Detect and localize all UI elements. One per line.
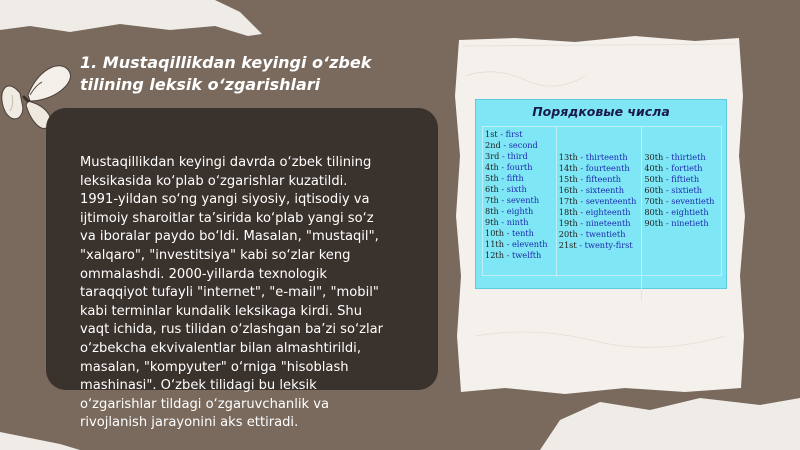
ordinal-number: 15th	[558, 174, 578, 184]
ordinal-word: - third	[501, 151, 528, 161]
ordinal-word: - tenth	[506, 228, 534, 238]
ordinal-word: - fifth	[501, 173, 524, 183]
body-line: o‘zgarishlar tildagi o‘zgaruvchanlik va	[80, 396, 330, 412]
ordinal-number: 5th	[485, 173, 499, 183]
body-line: kabi terminlar kundalik leksikaga kirdi. Shu	[80, 303, 363, 319]
slide-title-line-1: 1. Mustaqillikdan keyingi o‘zbek	[80, 53, 372, 72]
ordinal-number: 60th	[644, 185, 664, 195]
table-row	[644, 185, 721, 196]
table-row	[644, 174, 721, 185]
ordinal-word: - seventeenth	[580, 196, 637, 206]
table-row	[485, 184, 556, 195]
ordinal-number: 21st	[558, 240, 577, 250]
ordinal-word: - fifteenth	[580, 174, 622, 184]
body-line: masalan, "kompyuter" o‘rniga "hisoblash	[80, 359, 349, 375]
ordinal-word: - second	[503, 140, 538, 150]
table-row	[644, 152, 721, 163]
table-row	[559, 174, 642, 185]
ordinal-word: - twentieth	[580, 229, 626, 239]
table-row	[485, 250, 556, 261]
ordinal-number: 2nd	[485, 140, 501, 150]
ordinal-word: - fourth	[501, 162, 533, 172]
ordinal-numbers-table	[475, 99, 727, 289]
ordinal-word: - eightieth	[665, 207, 709, 217]
ordinal-word: - first	[500, 129, 523, 139]
ordinal-number: 8th	[485, 206, 499, 216]
table-row	[559, 152, 642, 163]
body-line: 1991-yildan so‘ng yangi siyosiy, iqtisodiy va	[80, 192, 370, 208]
body-line: va iboralar paydo bo‘ldi. Masalan, "mustaqil",	[80, 229, 379, 245]
table-row	[485, 140, 556, 151]
ordinal-number: 6th	[485, 184, 499, 194]
ordinal-number: 7th	[485, 195, 499, 205]
body-line: leksikasida ko‘plab o‘zgarishlar kuzatildi.	[80, 173, 348, 189]
table-row	[644, 207, 721, 218]
body-line: "xalqaro", "investitsiya" kabi so‘zlar keng	[80, 247, 351, 263]
table-column-1	[483, 127, 557, 277]
body-line: o‘zbekcha ekvivalentlar bilan almashtirildi,	[80, 340, 361, 356]
ordinal-word: - sixth	[501, 184, 527, 194]
ordinal-word: - thirteenth	[580, 152, 628, 162]
table-row	[559, 240, 642, 251]
table-row	[644, 196, 721, 207]
ordinal-word: - thirtieth	[665, 152, 706, 162]
table-column-2	[557, 127, 643, 300]
table-row	[559, 163, 642, 174]
ordinal-word: - seventh	[501, 195, 540, 205]
ordinal-number: 70th	[644, 196, 664, 206]
ordinal-number: 18th	[558, 207, 578, 217]
table-row	[485, 162, 556, 173]
table-row	[485, 217, 556, 228]
table-row	[485, 151, 556, 162]
table-row	[485, 129, 556, 140]
ordinal-word: - fourteenth	[580, 163, 630, 173]
ordinal-number: 11th	[485, 239, 504, 249]
table-row	[644, 218, 721, 229]
ordinal-word: - ninetieth	[665, 218, 709, 228]
ordinal-number: 9th	[485, 217, 499, 227]
ordinal-word: - sixteenth	[580, 185, 624, 195]
ordinal-word: - fortieth	[665, 163, 703, 173]
body-line: mashinasi". O‘zbek tilidagi bu leksik	[80, 378, 317, 394]
table-row	[485, 228, 556, 239]
ordinal-number: 13th	[558, 152, 578, 162]
table-row	[644, 163, 721, 174]
table-row	[485, 195, 556, 206]
body-line: ommalashdi. 2000-yillarda texnologik	[80, 266, 327, 282]
table-row	[559, 196, 642, 207]
table-row	[559, 207, 642, 218]
table-grid	[482, 126, 722, 276]
body-line: rivojlanish jarayonini aks ettiradi.	[80, 415, 299, 431]
ordinal-number: 16th	[558, 185, 578, 195]
table-row	[485, 173, 556, 184]
ordinal-number: 40th	[644, 163, 664, 173]
body-paragraph	[80, 154, 428, 433]
ordinal-word: - twelfth	[506, 250, 542, 260]
ordinal-number: 3rd	[485, 151, 500, 161]
ordinal-number: 90th	[644, 218, 664, 228]
ordinal-word: - eighteenth	[580, 207, 631, 217]
ordinal-number: 17th	[558, 196, 578, 206]
body-line: ijtimoiy sharoitlar ta’sirida ko‘plab yangi so‘z	[80, 210, 374, 226]
slide-title-line-2: tilining leksik o‘zgarishlari	[80, 75, 321, 94]
ordinal-number: 14th	[558, 163, 578, 173]
body-line: Mustaqillikdan keyingi davrda o‘zbek tilining	[80, 155, 372, 170]
table-title: Порядковые числа	[532, 104, 670, 119]
ordinal-word: - eleventh	[506, 239, 548, 249]
ordinal-word: - eighth	[501, 206, 534, 216]
ordinal-number: 20th	[558, 229, 578, 239]
slide-title	[80, 52, 410, 96]
ordinal-word: - ninth	[501, 217, 529, 227]
ordinal-number: 12th	[485, 250, 504, 260]
table-row	[559, 218, 642, 229]
ordinal-number: 30th	[644, 152, 664, 162]
ordinal-word: - sixtieth	[665, 185, 703, 195]
ordinal-number: 4th	[485, 162, 499, 172]
ordinal-word: - fiftieth	[665, 174, 700, 184]
table-column-3	[642, 127, 721, 300]
body-line: vaqt ichida, rus tilidan o‘zlashgan ba’zi so‘zlar	[80, 322, 384, 338]
ordinal-word: - seventieth	[665, 196, 715, 206]
table-row	[559, 229, 642, 240]
ordinal-word: - nineteenth	[580, 218, 631, 228]
ordinal-number: 50th	[644, 174, 664, 184]
table-row	[485, 239, 556, 250]
ordinal-number: 1st	[485, 129, 498, 139]
body-line: taraqqiyot tufayli "internet", "e-mail", "mobil"	[80, 285, 379, 301]
ordinal-number: 80th	[644, 207, 664, 217]
ordinal-number: 10th	[485, 228, 504, 238]
ordinal-word: - twenty-first	[579, 240, 633, 250]
ordinal-number: 19th	[558, 218, 578, 228]
table-row	[559, 185, 642, 196]
table-row	[485, 206, 556, 217]
